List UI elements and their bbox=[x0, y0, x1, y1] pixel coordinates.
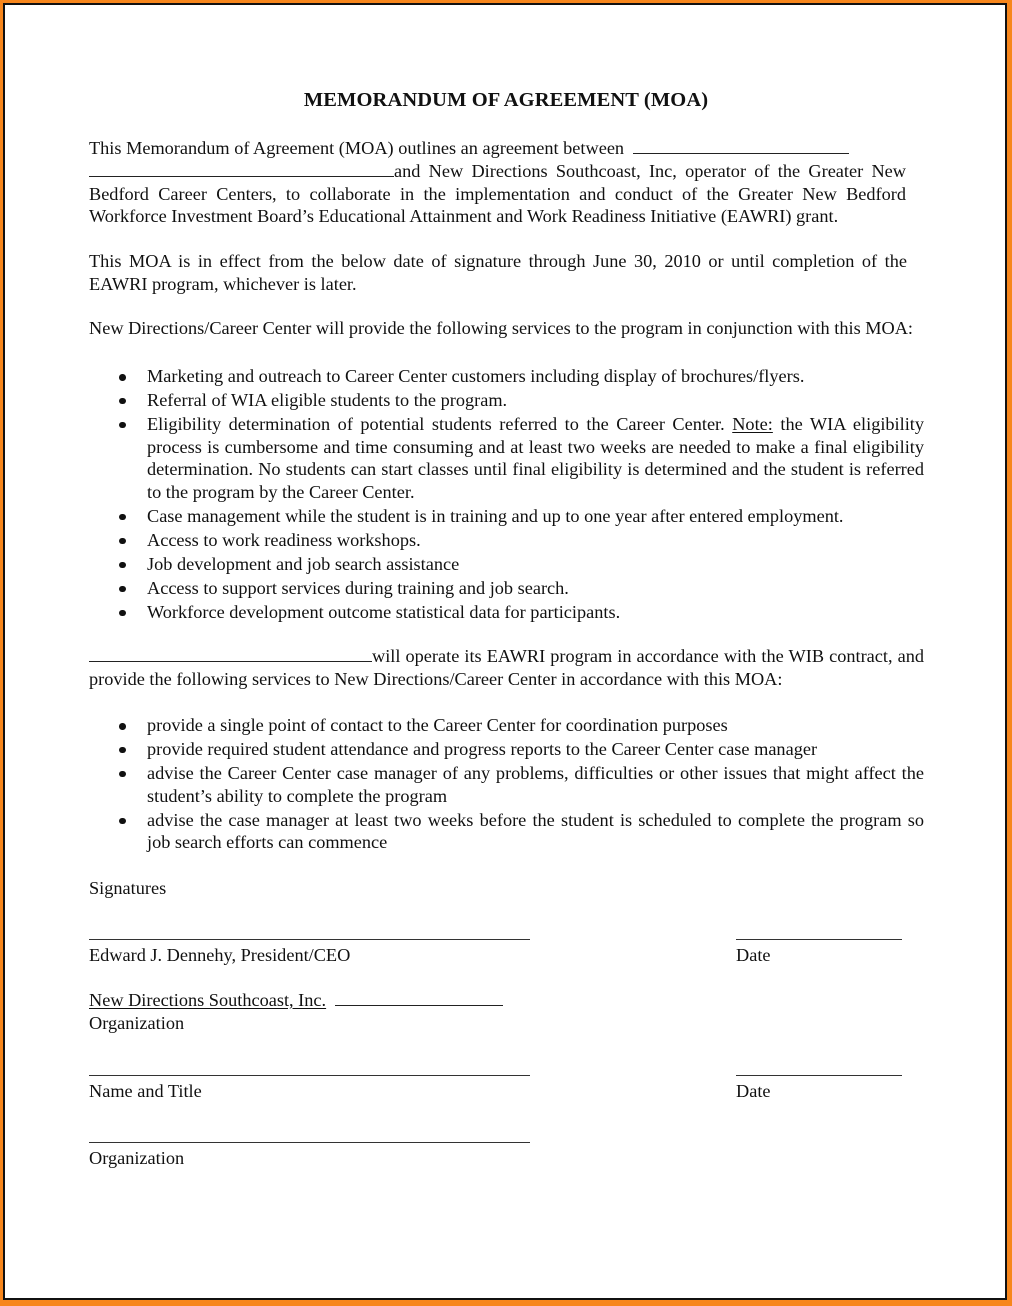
intro-paragraph: This Memorandum of Agreement (MOA) outlines an agreement between and New Directions Southcoast, Inc, operator of the Greater New Bedford Career Centers, to collaborate in the implementation and conduct of the Greater New Bedford Workforce Investment Board’s Educational Attainment and Work Readiness Initiative (EAWRI) grant. bbox=[89, 137, 924, 228]
note-label: Note: bbox=[732, 413, 773, 434]
signer2-signature-line[interactable] bbox=[89, 1075, 530, 1076]
partner-name-blank-field[interactable] bbox=[89, 645, 372, 662]
signer2-name-title-label: Name and Title bbox=[89, 1081, 202, 1101]
party-name-blank-field[interactable] bbox=[633, 137, 849, 154]
list-item: Access to support services during training and job search. bbox=[89, 577, 924, 600]
signer2-organization-line[interactable] bbox=[89, 1142, 530, 1143]
intro-line-2: and New Directions Southcoast, Inc, operator of the Greater New bbox=[89, 160, 924, 183]
signer1-name: Edward J. Dennehy, President/CEO bbox=[89, 945, 351, 965]
career-center-services-lead: New Directions/Career Center will provide the following services to the program in conjunction with this MOA: bbox=[89, 318, 913, 338]
signer1-signature-line[interactable] bbox=[89, 939, 530, 940]
list-item: Workforce development outcome statistical data for participants. bbox=[89, 601, 924, 624]
signer1-organization-blank-field[interactable] bbox=[335, 989, 503, 1006]
list-item: advise the case manager at least two weeks before the student is scheduled to complete the program so job search efforts can commence bbox=[89, 809, 924, 854]
list-item: advise the Career Center case manager of any problems, difficulties or other issues that might affect the student’s ability to complete the program bbox=[89, 762, 924, 807]
signer1-organization-row bbox=[89, 989, 503, 1011]
intro-line-1: This Memorandum of Agreement (MOA) outlines an agreement between bbox=[89, 137, 924, 160]
signatures-heading: Signatures bbox=[89, 878, 167, 898]
list-item: Eligibility determination of potential students referred to the Career Center. Note: the WIA eligibility process is cumbersome and time consuming and at least two weeks are needed to make a final eligibility determination. No students can start classes until final eligibility is determined and the student is referred to the program by the Career Center. bbox=[89, 413, 924, 503]
list-item: provide required student attendance and progress reports to the Career Center case manager bbox=[89, 738, 924, 761]
signer2-date-label: Date bbox=[736, 1081, 771, 1101]
list-item: Marketing and outreach to Career Center customers including display of brochures/flyers. bbox=[89, 365, 924, 388]
signer2-organization-label: Organization bbox=[89, 1148, 185, 1168]
signer1-date-label: Date bbox=[736, 945, 771, 965]
career-center-services-list bbox=[89, 365, 924, 623]
signer1-organization-label: Organization bbox=[89, 1013, 185, 1033]
effective-period-paragraph: This MOA is in effect from the below date of signature through June 30, 2010 or until completion of the EAWRI program, whichever is later. bbox=[89, 251, 907, 294]
signer1-organization-value: New Directions Southcoast, Inc. bbox=[89, 990, 327, 1010]
partner-services-lead: will operate its EAWRI program in accordance with the WIB contract, and provide the following services to New Directions/Career Center in accordance with this MOA: bbox=[89, 646, 924, 689]
list-item: Case management while the student is in training and up to one year after entered employment. bbox=[89, 505, 924, 528]
list-item: Referral of WIA eligible students to the program. bbox=[89, 389, 924, 412]
list-item: Access to work readiness workshops. bbox=[89, 529, 924, 552]
list-item: provide a single point of contact to the Career Center for coordination purposes bbox=[89, 714, 924, 737]
signer1-date-line[interactable] bbox=[736, 939, 902, 940]
list-item: Job development and job search assistance bbox=[89, 553, 924, 576]
party-name-blank-field-continued[interactable] bbox=[89, 160, 394, 177]
document-title: MEMORANDUM OF AGREEMENT (MOA) bbox=[303, 89, 709, 111]
signer2-date-line[interactable] bbox=[736, 1075, 902, 1076]
partner-services-list bbox=[89, 714, 924, 854]
